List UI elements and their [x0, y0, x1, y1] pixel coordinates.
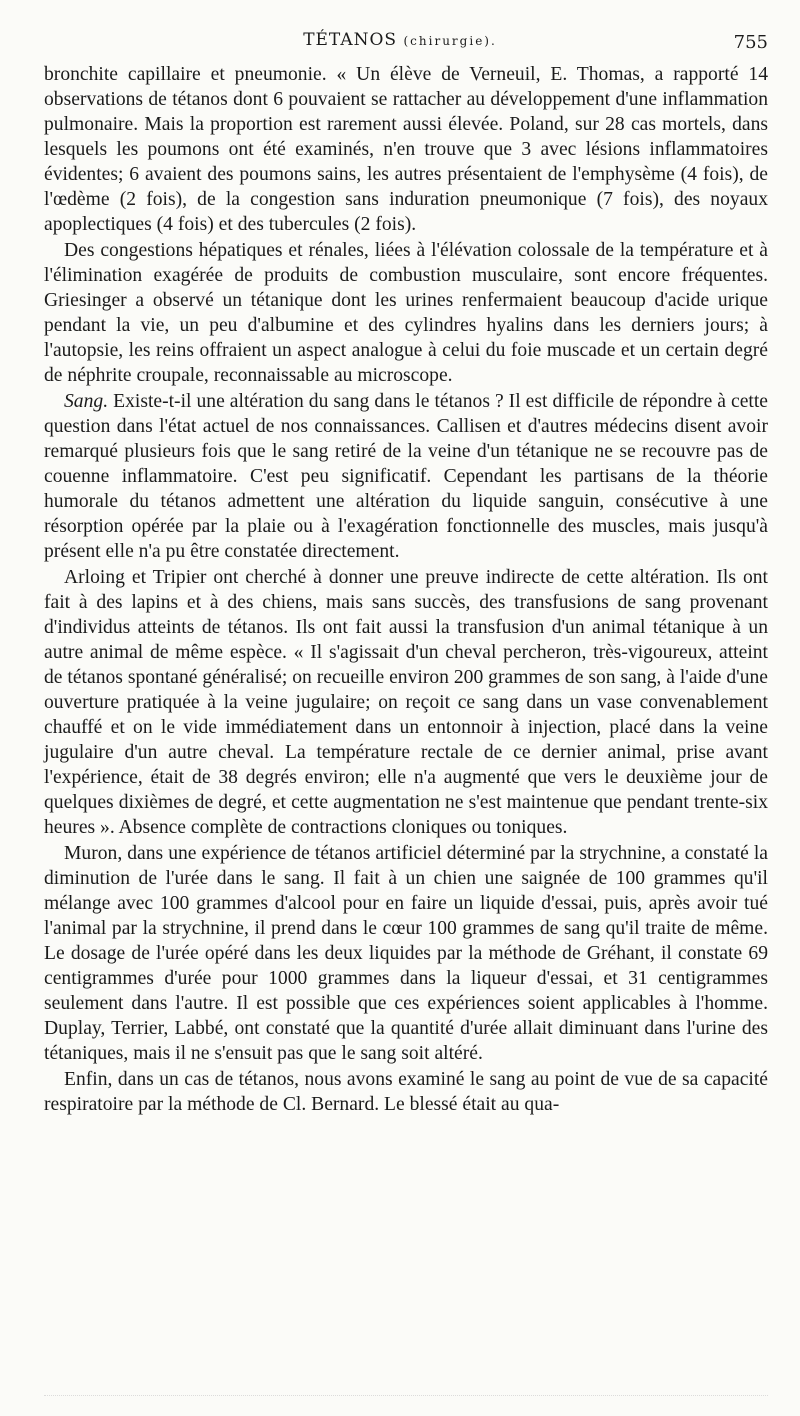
- page-footer-rule: [44, 1395, 768, 1402]
- paragraph-arloing-tripier: Arloing et Tripier ont cherché à donner une preuve indirecte de cette altération. Ils ont fait à des lapins et à des chiens, mais sans succès, des transfusions de sang provenant d'individus atteints de tétanos. Ils ont fait aussi la transfusion d'un animal tétanique à un autre animal de même espèce. « Il s'agissait d'un cheval percheron, très-vigoureux, atteint de tétanos spontané généralisé; on recueille environ 200 grammes de son sang, à l'aide d'une ouverture pratiquée à la veine jugulaire; on reçoit ce sang dans un vase convenablement chauffé et on le vide immédiatement dans un entonnoir à injection, placé dans la veine jugulaire d'un autre cheval. La température rectale de ce dernier animal, prise avant l'expérience, était de 38 degrés environ; elle n'a augmenté que vers le deuxième jour de quelques dixièmes de degré, et cette augmentation ne s'est maintenue que pendant trente-six heures ». Absence complète de contractions cloniques ou toniques.: [44, 567, 768, 838]
- paragraph-muron: Muron, dans une expérience de tétanos artificiel déterminé par la strychnine, a constaté la diminution de l'urée dans le sang. Il fait à un chien une saignée de 100 grammes qu'il mélange avec 100 grammes d'alcool pour en faire un liquide d'essai, puis, après avoir tué l'animal par la strychnine, il prend dans le cœur 100 grammes de sang qu'il traite de même. Le dosage de l'urée opéré dans les deux liquides par la méthode de Gréhant, il constate 69 centigrammes d'urée pour 1000 grammes dans la liqueur d'essai, et 31 centigrammes seulement dans l'autre. Il est possible que ces expériences soient applicables à l'homme. Duplay, Terrier, Labbé, ont constaté que la quantité d'urée allait diminuant dans l'urine des tétaniques, mais il ne s'ensuit pas que le sang soit altéré.: [44, 843, 768, 1064]
- running-title-main: TÉTANOS: [303, 30, 398, 50]
- paragraph-enfin: Enfin, dans un cas de tétanos, nous avons examiné le sang au point de vue de sa capacité respiratoire par la méthode de Cl. Bernard. Le blessé était au qua-: [44, 1069, 768, 1115]
- page-header: [0, 30, 800, 60]
- paragraph-pulmonary: bronchite capillaire et pneumonie. « Un élève de Verneuil, E. Thomas, a rapporté 14 observations de tétanos dont 6 pouvaient se rattacher au développement d'une inflammation pulmonaire. Mais la proportion est rarement aussi élevée. Poland, sur 28 cas mortels, dans lesquels les poumons ont été examinés, n'en trouve que 3 avec lésions inflammatoires évidentes; 6 avaient des poumons sains, les autres présentaient de l'emphysème (4 fois), de l'œdème (2 fois), de la congestion sans induration pneumonique (7 fois), des noyaux apoplectiques (4 fois) et des tubercules (2 fois).: [44, 64, 768, 235]
- running-title: [0, 30, 800, 50]
- running-title-sub: (chirurgie).: [403, 34, 497, 48]
- section-lead-sang: Sang.: [64, 391, 109, 412]
- body-text: [44, 62, 768, 1117]
- page-number: 755: [733, 32, 768, 53]
- paragraph-sang-text: Existe-t-il une altération du sang dans le tétanos ? Il est difficile de répondre à cette question dans l'état actuel de nos connaissances. Callisen et d'autres médecins disent avoir remarqué plusieurs fois que le sang retiré de la veine d'un tétanique ne se recouvre pas de couenne inflammatoire. C'est peu significatif. Cependant les partisans de la théorie humorale du tétanos admettent une altération du liquide sanguin, consécutive à une résorption opérée par la plaie ou à l'exagération fonctionnelle des muscles, mais jusqu'à présent elle n'a pu être constatée directement.: [44, 391, 768, 562]
- paragraph-sang: [44, 389, 768, 564]
- paragraph-hepatic-renal: Des congestions hépatiques et rénales, liées à l'élévation colossale de la température et à l'élimination exagérée de produits de combustion musculaire, sont encore fréquentes. Griesinger a observé un tétanique dont les urines renfermaient beaucoup d'acide urique pendant la vie, un peu d'albumine et des cylindres hyalins dans les derniers jours; à l'autopsie, les reins offraient un aspect analogue à celui du foie muscade et un certain degré de néphrite croupale, reconnaissable au microscope.: [44, 240, 768, 386]
